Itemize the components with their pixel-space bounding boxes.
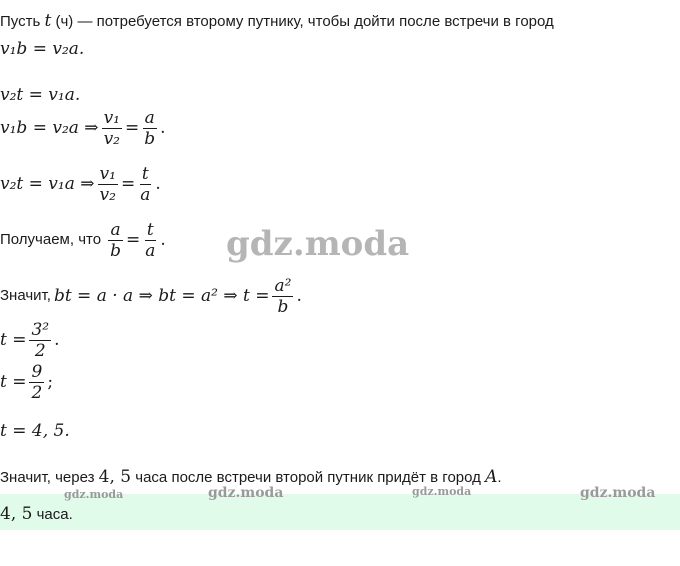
fraction-v1-v2 xyxy=(98,164,118,205)
fraction-a-b xyxy=(142,108,157,149)
answer-text: часа. xyxy=(32,506,73,523)
answer-line xyxy=(0,505,73,524)
result-city: A xyxy=(485,467,498,487)
period: . xyxy=(155,174,161,194)
watermark-small-4: gdz.moda xyxy=(580,485,656,501)
period: . xyxy=(160,118,166,138)
fraction-3sq-2 xyxy=(29,320,51,361)
conclusion-line xyxy=(0,218,166,262)
fraction-numerator: t xyxy=(146,219,154,240)
result-text-middle: часа после встречи второй путник придёт в город xyxy=(131,469,486,486)
derivation-text: Значит, xyxy=(0,287,51,304)
equation-4 xyxy=(0,162,161,206)
equation-3-left: v₁b = v₂a ⇒ xyxy=(0,118,99,138)
derivation-line xyxy=(0,272,302,320)
fraction-numerator: a xyxy=(144,107,155,128)
answer-value: 4, 5 xyxy=(0,504,33,524)
semicolon: ; xyxy=(47,372,54,392)
period: . xyxy=(296,286,302,306)
fraction-denominator: 2 xyxy=(34,340,46,361)
fraction-denominator: v₂ xyxy=(103,128,120,149)
result-text-before: Значит, через xyxy=(0,469,99,486)
period: . xyxy=(160,230,166,250)
t-left: t = xyxy=(0,330,27,350)
fraction-numerator: 3² xyxy=(31,319,50,340)
fraction-numerator: v₁ xyxy=(99,163,116,184)
fraction-denominator: a xyxy=(140,184,151,205)
fraction-numerator: t xyxy=(141,163,149,184)
result-end: . xyxy=(497,469,502,486)
watermark-logo: gdz.moda xyxy=(226,224,410,264)
intro-text-after: (ч) — потребуется второму путнику, чтобы дойти после встречи в город xyxy=(51,13,554,30)
t-equation-1 xyxy=(0,318,60,362)
equals-sign: = xyxy=(124,118,140,138)
fraction-numerator: 9 xyxy=(31,361,43,382)
equation-1: v₁b = v₂a. xyxy=(0,39,85,59)
fraction-denominator: b xyxy=(110,240,121,261)
fraction-numerator: v₁ xyxy=(103,107,120,128)
equals-sign: = xyxy=(125,230,141,250)
intro-text-before: Пусть xyxy=(0,13,45,30)
fraction-9-2 xyxy=(29,362,44,403)
watermark-small-2: gdz.moda xyxy=(208,485,284,501)
fraction-denominator: v₂ xyxy=(99,184,116,205)
period: . xyxy=(54,330,60,350)
fraction-t-a xyxy=(143,220,157,261)
fraction-denominator: a xyxy=(145,240,156,261)
equation-4-left: v₂t = v₁a ⇒ xyxy=(0,174,95,194)
fraction-denominator: b xyxy=(277,296,289,317)
intro-line xyxy=(0,12,554,31)
t-equation-3: t = 4, 5. xyxy=(0,421,70,441)
result-value: 4, 5 xyxy=(98,467,132,487)
fraction-v1-v2 xyxy=(102,108,122,149)
intro-variable: t xyxy=(44,11,52,31)
derivation-expression: bt = a · a ⇒ bt = a² ⇒ t = xyxy=(53,286,270,306)
t-left: t = xyxy=(0,372,27,392)
watermark-small-1: gdz.moda xyxy=(64,488,124,501)
fraction-denominator: 2 xyxy=(31,382,43,403)
fraction-a-b xyxy=(108,220,123,261)
fraction-numerator: a² xyxy=(274,275,292,296)
conclusion-text: Получаем, что xyxy=(0,231,102,248)
equals-sign: = xyxy=(120,174,136,194)
fraction-numerator: a xyxy=(110,219,121,240)
fraction-a2-b xyxy=(272,276,293,317)
fraction-denominator: b xyxy=(144,128,156,149)
equation-2: v₂t = v₁a. xyxy=(0,85,81,105)
watermark-small-3: gdz.moda xyxy=(412,485,472,498)
equation-3 xyxy=(0,106,166,150)
fraction-t-a xyxy=(138,164,152,205)
t-equation-2 xyxy=(0,360,53,404)
